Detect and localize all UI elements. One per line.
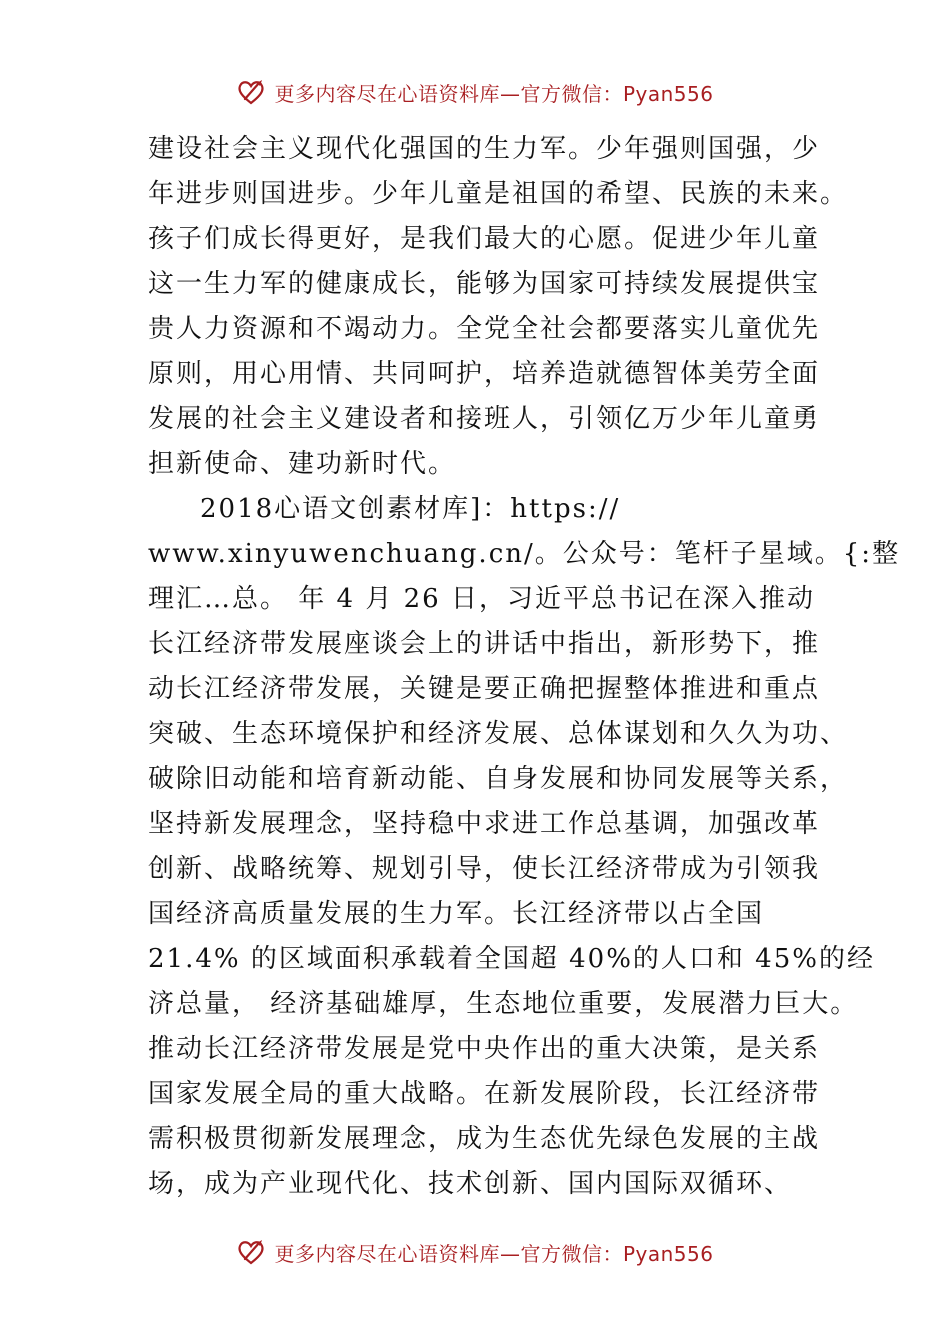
text-line: 这一生力军的健康成长，能够为国家可持续发展提供宝 — [148, 269, 821, 299]
text-line: 长江经济带发展座谈会上的讲话中指出，新形势下，推 — [148, 629, 821, 659]
text-line: 建设社会主义现代化强国的生力军。少年强则国强，少 — [148, 134, 821, 164]
text-line: 国家发展全局的重大战略。在新发展阶段，长江经济带 — [148, 1079, 821, 1109]
text-line: 贵人力资源和不竭动力。全党全社会都要落实儿童优先 — [148, 314, 821, 344]
text-line: 担新使命、建功新时代。 — [148, 449, 457, 479]
header-banner — [0, 72, 950, 112]
text-line: 年进步则国进步。少年儿童是祖国的希望、民族的未来。 — [148, 179, 849, 209]
text-line: 理汇…总。 年 4 月 26 日，习近平总书记在深入推动 — [148, 584, 815, 614]
footer-banner-text: 更多内容尽在心语资料库—官方微信：Pyan556 — [274, 1241, 714, 1266]
text-line: 21.4% 的区域面积承载着全国超 40%的人口和 45%的经 — [148, 944, 875, 974]
text-line: www.xinyuwenchuang.cn/。公众号：笔杆子星域。{:整 — [148, 539, 901, 569]
text-line: 推动长江经济带发展是党中央作出的重大决策，是关系 — [148, 1034, 821, 1064]
text-line: 动长江经济带发展，关键是要正确把握整体推进和重点 — [148, 674, 821, 704]
text-line: 突破、生态环境保护和经济发展、总体谋划和久久为功、 — [148, 719, 849, 749]
text-line: 孩子们成长得更好，是我们最大的心愿。促进少年儿童 — [148, 224, 821, 254]
text-line: 国经济高质量发展的生力军。长江经济带以占全国 — [148, 899, 765, 929]
text-line: 原则，用心用情、共同呵护，培养造就德智体美劳全面 — [148, 359, 821, 389]
text-line: 坚持新发展理念，坚持稳中求进工作总基调，加强改革 — [148, 809, 821, 839]
text-line: 场，成为产业现代化、技术创新、国内国际双循环、 — [148, 1169, 793, 1199]
text-line: 济总量， 经济基础雄厚，生态地位重要，发展潜力巨大。 — [148, 989, 859, 1019]
heart-quill-logo-icon — [236, 1237, 266, 1267]
footer-banner — [0, 1232, 950, 1272]
paragraph-start-line: 2018心语文创素材库]：https:// — [200, 494, 621, 524]
heart-quill-logo-icon — [236, 77, 266, 107]
text-line: 创新、战略统筹、规划引导，使长江经济带成为引领我 — [148, 854, 821, 884]
text-line: 需积极贯彻新发展理念，成为生态优先绿色发展的主战 — [148, 1124, 821, 1154]
body-text — [148, 127, 901, 1207]
header-banner-text: 更多内容尽在心语资料库—官方微信：Pyan556 — [274, 81, 714, 106]
text-line: 发展的社会主义建设者和接班人，引领亿万少年儿童勇 — [148, 404, 821, 434]
text-line: 破除旧动能和培育新动能、自身发展和协同发展等关系， — [148, 764, 849, 794]
